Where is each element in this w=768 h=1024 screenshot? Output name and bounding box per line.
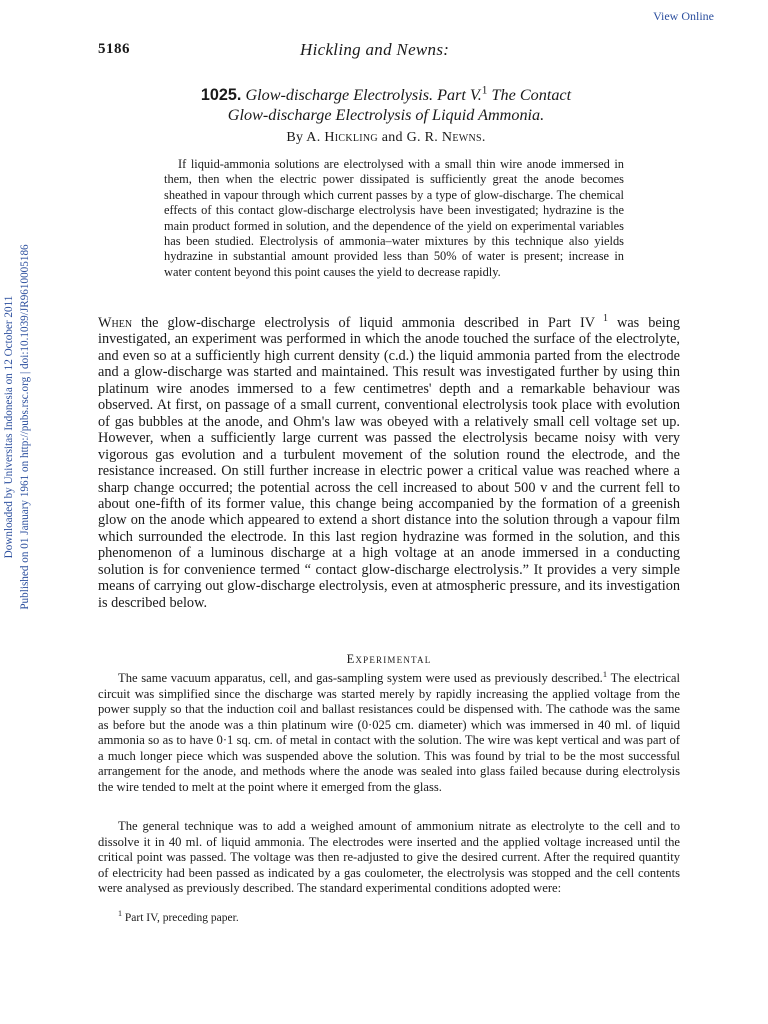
experimental-paragraph-2: The general technique was to add a weighed amount of ammonium nitrate as electrolyte to the cell and to dissolve it in 40 ml. of liquid ammonia. The electrodes were inserted and the applied voltage increased until the critical point was passed. The voltage was then re-adjusted to give the desired current. After the required quantity of electricity had been passed as indicated by a gas coulometer, the electrolysis was stopped and the cell contents were analysed as previously described. The standard experimental conditions adopted were: xyxy=(98,819,680,895)
experimental-heading: Experimental xyxy=(346,652,432,666)
author-hickling: Hickling xyxy=(324,130,378,145)
footnote xyxy=(118,909,239,924)
author-newns: Newns. xyxy=(441,130,486,145)
article-title xyxy=(96,85,676,125)
abstract: If liquid-ammonia solutions are electrolysed with a small thin wire anode immersed in them, then when the electric power dissipated is sufficiently great the anode becomes sheathed in vapour through which current passes by a type of glow-discharge. The chemical effects of this contact glow-discharge electrolysis have been investigated; hydrazine is the main product formed in solution, and the dependence of the yield on experimental variables has been studied. Electrolysis of ammonia–water mixtures by this technique also yields hydrazine in substantial amount provided less than 50% of water is present; increase in water content beyond this point causes the yield to decrease rapidly. xyxy=(164,157,624,279)
exp-footnote-ref: 1 xyxy=(602,668,608,679)
title-footnote-ref: 1 xyxy=(481,84,488,97)
introduction-paragraph xyxy=(98,315,680,611)
author-line xyxy=(96,130,676,146)
title-line-2: Glow-discharge Electrolysis of Liquid Ammonia. xyxy=(227,106,545,124)
footnote-text: Part IV, preceding paper. xyxy=(122,912,239,924)
running-head: Hickling and Newns: xyxy=(300,40,450,59)
view-online-link[interactable]: View Online xyxy=(653,9,714,23)
footnote-marker: 1 xyxy=(118,909,123,919)
intro-text-part-1: the glow-discharge electrolysis of liquid ammonia described in Part IV xyxy=(132,315,596,331)
intro-footnote-ref: 1 xyxy=(595,313,608,325)
experimental-paragraph-1 xyxy=(98,668,680,795)
article-number: 1025. xyxy=(200,86,242,104)
title-line-1-rest: The Contact xyxy=(487,86,572,104)
title-line-1: Glow-discharge Electrolysis. Part V. xyxy=(245,86,482,104)
exp-para1-part-b: The electrical circuit was simplified since the discharge was started merely by rapidly increasing the applied voltage from the power supply so that the induction coil and ballast resistances could be dispensed with. The cathode was the same as before but the anode was a thin platinum wire (0·025 cm. diameter) which was immersed in 40 ml. of liquid ammonia so as to have 0·1 sq. cm. of metal in contact with the solution. The wire was kept vertical and was part of a much longer piece which was suspended above the solution. This was found by trial to be the most successful arrangement for the anode, and methods where the anode was sealed into glass failed because during electrolysis the wire tended to melt at the point where it emerged from the glass. xyxy=(98,671,680,794)
downloaded-by-line[interactable]: Downloaded by Universitas Indonesia on 12 October 2011 xyxy=(3,295,15,559)
download-provenance-note xyxy=(1,117,35,737)
intro-text-part-2: was being investigated, an experiment was performed in which the anode touched the surface of the electrolyte, and even so at a sufficiently high current density (c.d.) the liquid ammonia parted from the electrode and a glow-discharge was started and maintained. This result was investigated further by using thin platinum wire anodes immersed to a few centimetres' depth and a remarkable behaviour was observed. At first, on passage of a small current, conventional electrolysis took place with evolution of gas bubbles at the anode, and Ohm's law was obeyed with a relatively small cell voltage set up. However, when a sufficiently large current was passed the electrolysis became noisy with very vigorous gas evolution and a turbulent movement of the solution round the electrode, and the resistance increased. On still further increase in electric power a critical value was reached where a sharp change occurred; the potential across the cell increased to about 500 v and the current fell to about one-fifth of its former value, this change being accompanied by the formation of a greenish glow on the anode which appeared to extend a short distance into the solution through a vapour film which surrounded the electrode. In this last region hydrazine was formed in the solution, and this phenomenon of a luminous discharge at a high voltage at an anode immersed in a conducting solution is for convenience termed “ contact glow-discharge electrolysis.” It provides a very simple means of carrying out glow-discharge electrolysis, even at atmospheric pressure, and its investigation is described below. xyxy=(98,315,680,611)
by-text: By A. xyxy=(286,130,325,145)
page-number: 5186 xyxy=(98,41,130,57)
exp-para1-part-a: The same vacuum apparatus, cell, and gas-sampling system were used as previously described. xyxy=(118,671,603,685)
intro-first-word: When xyxy=(98,315,133,331)
and-text: and G. R. xyxy=(377,130,442,145)
published-doi-line[interactable]: Published on 01 January 1961 on http://pubs.rsc.org | doi:10.1039/JR9610005186 xyxy=(19,244,31,610)
